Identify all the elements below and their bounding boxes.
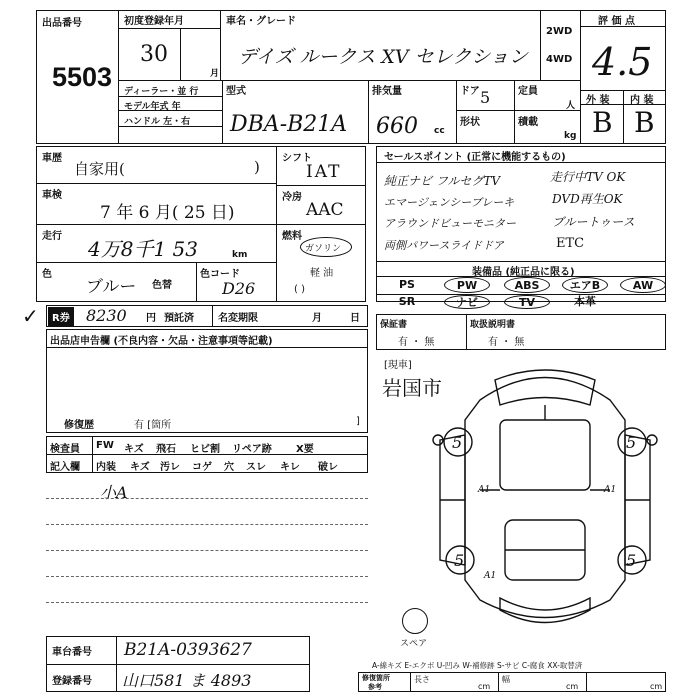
fuel-label: 燃料 [282,231,302,242]
divider [220,10,221,80]
recycle-label: R券 [48,307,74,326]
divider [580,10,581,144]
color-label: 色 [42,269,52,280]
diagram-mark: 5 [626,433,637,452]
history-close: ) [254,158,260,176]
recycle-unit: 円 [146,313,156,324]
displacement-value: 660 [376,114,418,139]
repair-site-box [358,672,666,692]
divider [276,224,366,225]
repair-site-detail: 参考 [368,683,382,691]
sales-item: アラウンドビューモニター [384,217,516,230]
equipment-item: PS [399,278,415,291]
spare-tire-circle [402,608,428,634]
width-unit: cm [566,682,579,691]
diagram-mark: A1 [478,485,491,495]
name-change-label: 名変期限 [218,313,258,324]
inspector-code: X要 [296,444,314,455]
displacement-unit: cc [434,126,445,136]
mileage-label: 走行 [42,231,62,242]
sales-item: 走行中TV OK [550,170,626,184]
divider [514,80,515,144]
divider [36,224,276,225]
diagram-mark: 5 [454,551,465,570]
inspector-label-2: 記入欄 [50,462,80,473]
equipment-item: SR [398,295,416,308]
divider [118,10,119,144]
shift-value: IAT [306,162,342,182]
divider [36,183,276,184]
shaken-value: 7 年 6 月( 25 日) [100,203,235,223]
diagram-mark: A1 [604,485,617,495]
first-reg-month-unit: 月 [210,69,220,79]
inspector-code: FW [96,440,114,451]
repair-close: ] [356,416,360,427]
divider [116,636,117,692]
interior-value: B [634,106,655,139]
drive-4wd: 4WD [546,54,573,65]
color-value: ブルー [86,277,137,297]
inspector-code: リペア跡 [232,444,272,455]
repair-value: 有 [箇所 [134,420,172,431]
inspector-label-1: 検査員 [50,444,80,455]
sales-item: ブルートゥース [552,215,635,229]
divider [118,80,580,81]
divider [466,314,467,350]
color-change-label: 色替 [152,280,172,291]
inspector-code: 破レ [318,462,338,473]
divider [46,576,368,577]
divider [46,498,368,499]
first-reg-label: 初度登録年月 [124,16,184,27]
exterior-label: 外 装 [586,95,610,106]
sales-item: ETC [556,236,585,251]
divider [46,550,368,551]
divider [368,80,369,144]
inspector-note: 小A [100,483,128,502]
divider [586,672,587,692]
length-label: 長さ [414,675,430,684]
capacity-unit: 人 [566,101,576,111]
divider [376,261,666,262]
diagram-mark: 5 [452,433,463,452]
inspector-code: 穴 [224,462,234,473]
color-code-label: 色コード [200,269,240,280]
recycle-deposit: 預託済 [164,313,194,324]
seller-report-title: 出品店申告欄 (不良内容・欠品・注意事項等記載) [50,336,273,347]
reg-label: 登録番号 [52,676,92,687]
divider [410,672,411,692]
divider [222,80,223,144]
model-grade-label: 車名・グレード [226,16,296,27]
equipment-item: PW [444,277,490,293]
capacity-label: 定員 [518,86,538,97]
lot-number: 5503 [52,62,113,92]
fuel-gasoline: ガソリン [305,244,342,254]
divider [212,305,213,327]
repair-site-label: 修復箇所 [362,674,390,682]
recycle-day: 日 [350,313,360,324]
location-value: 岩国市 [382,376,442,400]
equipment-item: エアB [562,277,608,293]
rating-value: 4.5 [592,40,653,84]
load-unit: kg [564,131,577,141]
width-label: 幅 [502,675,510,684]
diagram-mark: 5 [626,551,637,570]
rating-label: 評 価 点 [598,16,635,27]
sales-item: DVD再生OK [552,192,623,206]
length-unit: cm [478,682,491,691]
inspector-code: 汚レ [160,462,180,473]
shift-label: シフト [282,153,312,164]
divider [456,110,580,111]
inspector-code: 飛石 [156,444,176,455]
warranty-values: 有 ・ 無 [398,337,435,348]
inspector-code: キズ [124,444,144,455]
sales-item: 純正ナビ フルセグTV [384,174,501,188]
divider [180,28,181,80]
spare-label: スペア [400,639,428,649]
model-year-label: モデル年式 年 [124,102,181,112]
sales-item: エマージェンシーブレーキ [384,196,515,209]
divider [456,80,457,144]
ac-label: 冷房 [282,192,302,203]
divider [46,602,368,603]
inspector-code: コゲ [192,462,212,473]
sales-item: 両側パワースライドドア [384,239,504,252]
inspector-code: スレ [246,462,266,473]
load-label: 積載 [518,117,538,128]
inspector-code: キレ [280,462,300,473]
divider [118,28,220,29]
doors-value: 5 [480,88,491,107]
equipment-item: ナビ [444,295,490,309]
manual-label: 取扱説明書 [470,320,516,330]
recycle-month: 月 [312,313,322,324]
inspector-code: キズ [130,462,150,473]
fuel-diesel: 軽 油 [310,268,334,279]
history-label: 車歴 [42,153,62,164]
check-mark-icon: ✓ [22,304,39,328]
model-grade-value: デイズ ルークス XV セレクション [238,46,528,68]
doors-label: ドア [460,86,480,97]
recycle-amount: 8230 [86,306,127,325]
repair-label: 修復歴 [64,420,94,431]
location-label: [現車] [384,360,412,371]
history-value: 自家用( [74,160,125,178]
divider [540,10,541,80]
warranty-label: 保証書 [380,320,408,330]
equipment-item: 本革 [574,295,596,308]
legend-text: A-線キズ E-エクボ U-凹み W-補修跡 S-サビ C-腐食 XX-取替済 [372,661,583,670]
divider [196,262,197,302]
fuel-paren: ( ) [294,284,305,295]
divider [36,262,276,263]
shape-label: 形状 [460,117,480,128]
chassis-label: 車台番号 [52,647,92,658]
divider [46,664,310,665]
exterior-value: B [592,106,613,139]
divider [498,672,499,692]
type-value: DBA-B21A [230,112,348,137]
equipment-item: ABS [504,277,550,293]
type-label: 型式 [226,86,246,97]
displacement-label: 排気量 [372,86,402,97]
drive-2wd: 2WD [546,26,573,37]
ac-value: AAC [306,200,344,220]
divider [376,162,666,163]
divider [46,347,368,348]
manual-values: 有 ・ 無 [488,337,525,348]
equipment-item: AW [620,277,666,293]
first-reg-year: 30 [140,42,168,67]
reg-value: 山口581 ま 4893 [122,671,252,690]
divider [276,185,366,186]
sales-points-title: セールスポイント (正常に機能するもの) [384,152,566,163]
color-code-value: D26 [222,279,256,298]
diagram-mark: A1 [484,571,497,581]
lot-label: 出品番号 [42,18,82,29]
divider [46,524,368,525]
inspector-code: 内装 [96,462,116,473]
handle-label: ハンドル 左・右 [124,117,191,127]
divider [92,436,93,473]
chassis-value: B21A-0393627 [124,640,252,660]
shaken-label: 車検 [42,190,62,201]
dealer-label: ディーラー・並 行 [124,87,199,97]
mileage-value: 4万8千1 53 [88,237,198,261]
equipment-item: TV [504,295,550,309]
inspector-code: ヒビ割 [190,444,220,455]
interior-label: 内 装 [630,95,654,106]
mileage-unit: km [232,250,248,260]
other-unit: cm [650,682,663,691]
equipment-title: 装備品 (純正品に限る) [472,267,575,278]
divider [623,90,624,144]
car-diagram [420,360,670,640]
